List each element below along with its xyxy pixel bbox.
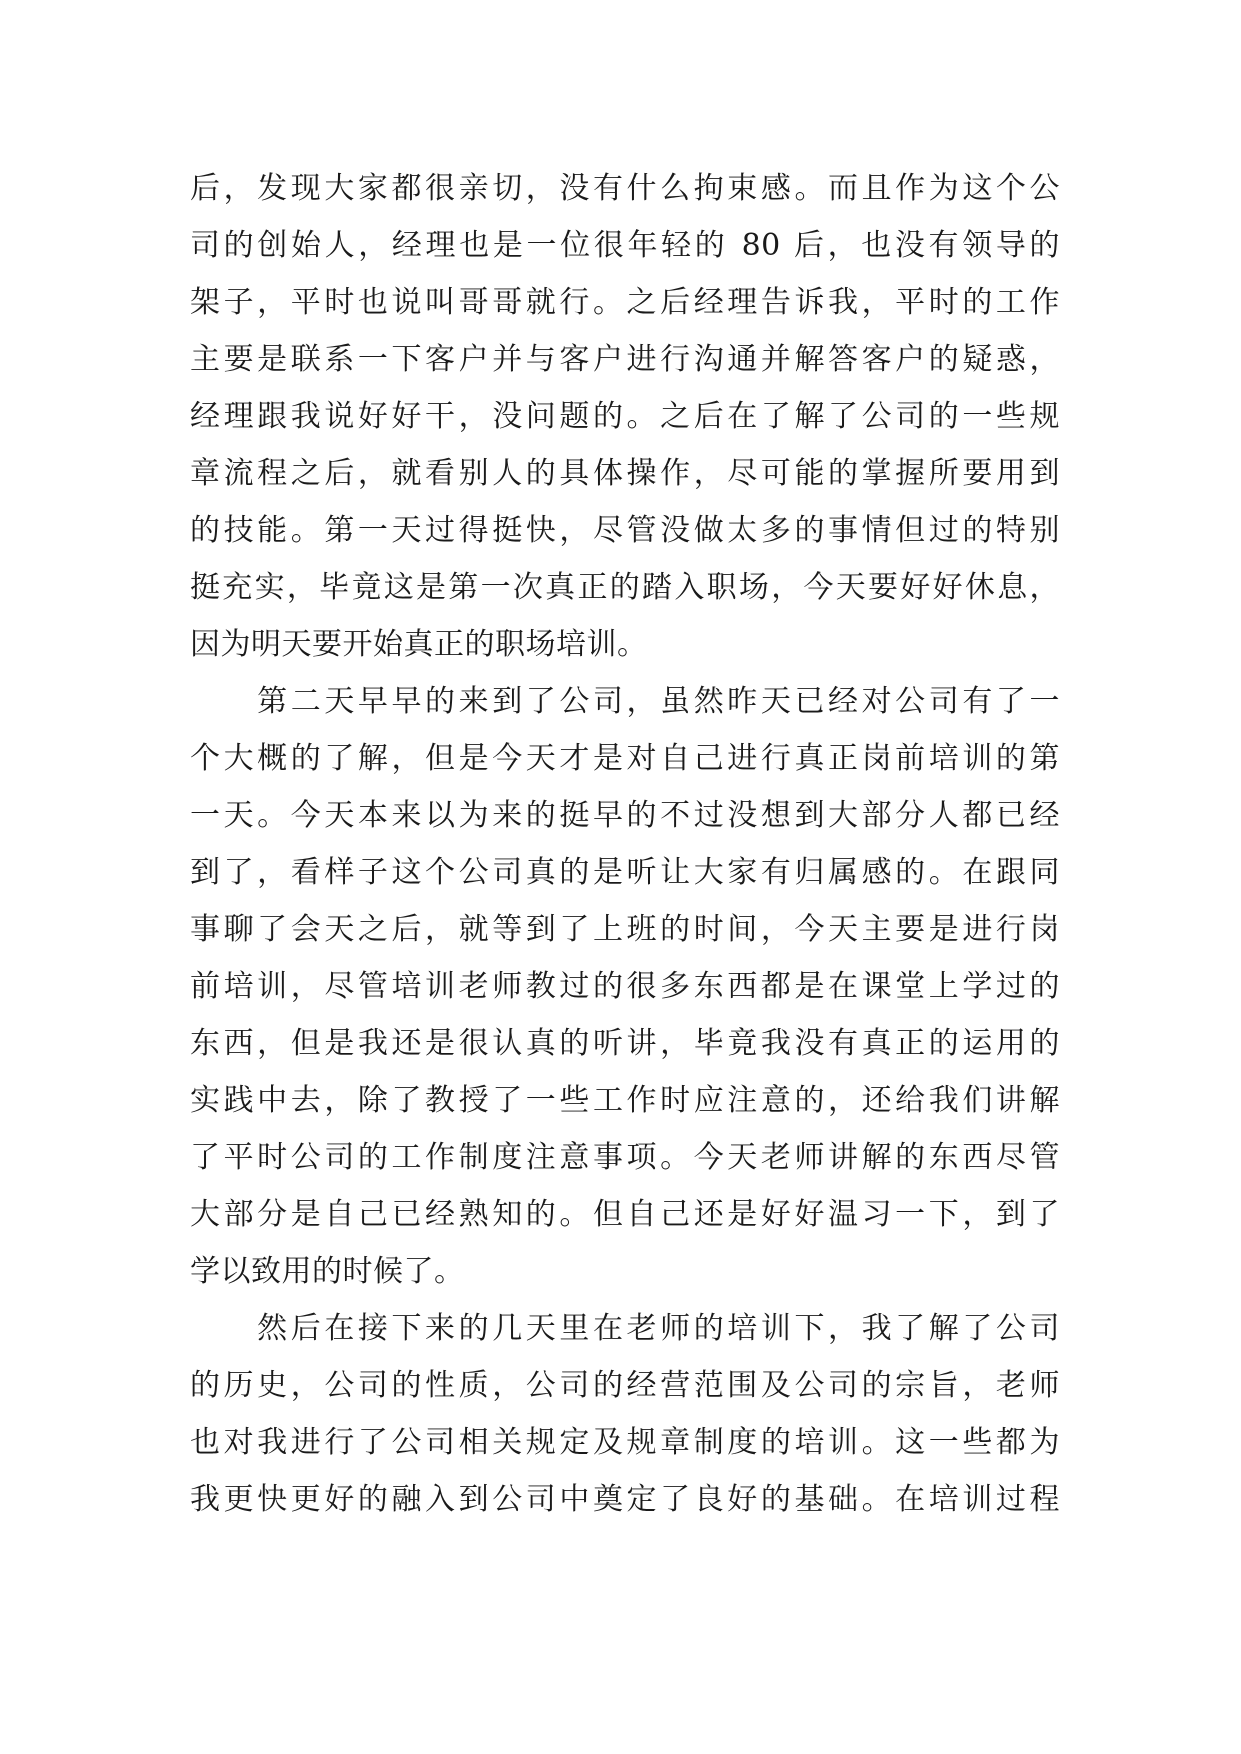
text-line: 司的创始人，经理也是一位很年轻的 80 后，也没有领导的 xyxy=(190,228,1060,263)
text-line: 事聊了会天之后，就等到了上班的时间，今天主要是进行岗 xyxy=(190,912,1060,947)
text-line: 大部分是自己已经熟知的。但自己还是好好温习一下，到了 xyxy=(190,1197,1060,1232)
text-line: 学以致用的时候了。 xyxy=(190,1254,465,1289)
paragraph-1 xyxy=(190,160,1060,673)
text-line: 东西，但是我还是很认真的听讲，毕竟我没有真正的运用的 xyxy=(190,1026,1060,1061)
paragraph-2 xyxy=(190,673,1060,1300)
paragraph-3 xyxy=(190,1300,1060,1528)
text-line: 然后在接下来的几天里在老师的培训下，我了解了公司 xyxy=(190,1311,1060,1346)
text-line: 的历史，公司的性质，公司的经营范围及公司的宗旨，老师 xyxy=(190,1368,1060,1403)
text-line: 前培训，尽管培训老师教过的很多东西都是在课堂上学过的 xyxy=(190,969,1060,1004)
text-line: 的技能。第一天过得挺快，尽管没做太多的事情但过的特别 xyxy=(190,513,1060,548)
text-line: 到了，看样子这个公司真的是听让大家有归属感的。在跟同 xyxy=(190,855,1060,890)
text-line: 主要是联系一下客户并与客户进行沟通并解答客户的疑惑， xyxy=(190,342,1060,377)
text-line: 因为明天要开始真正的职场培训。 xyxy=(190,627,648,662)
text-line: 章流程之后，就看别人的具体操作，尽可能的掌握所要用到 xyxy=(190,456,1060,491)
text-line: 架子，平时也说叫哥哥就行。之后经理告诉我，平时的工作 xyxy=(190,285,1060,320)
text-line: 挺充实，毕竟这是第一次真正的踏入职场，今天要好好休息， xyxy=(190,570,1060,605)
text-line: 个大概的了解，但是今天才是对自己进行真正岗前培训的第 xyxy=(190,741,1060,776)
text-line: 实践中去，除了教授了一些工作时应注意的，还给我们讲解 xyxy=(190,1083,1060,1118)
text-line: 一天。今天本来以为来的挺早的不过没想到大部分人都已经 xyxy=(190,798,1060,833)
text-line: 第二天早早的来到了公司，虽然昨天已经对公司有了一 xyxy=(190,684,1060,719)
text-line: 也对我进行了公司相关规定及规章制度的培训。这一些都为 xyxy=(190,1425,1060,1460)
text-line: 我更快更好的融入到公司中奠定了良好的基础。在培训过程 xyxy=(190,1482,1060,1517)
body-text xyxy=(190,160,1060,1528)
text-line: 经理跟我说好好干，没问题的。之后在了解了公司的一些规 xyxy=(190,399,1060,434)
text-line: 了平时公司的工作制度注意事项。今天老师讲解的东西尽管 xyxy=(190,1140,1060,1175)
text-line: 后，发现大家都很亲切，没有什么拘束感。而且作为这个公 xyxy=(190,171,1060,206)
